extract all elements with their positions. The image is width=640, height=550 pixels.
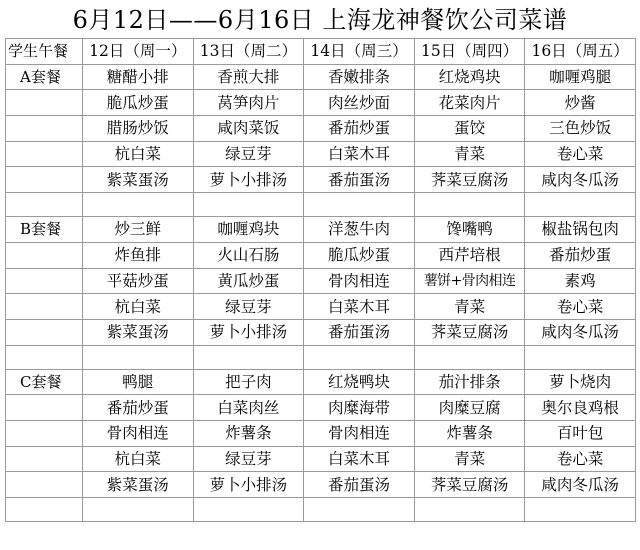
table-row bbox=[6, 369, 636, 395]
dish-cell: 肉丝炒面 bbox=[304, 90, 415, 116]
dish-cell: 把子肉 bbox=[193, 369, 304, 395]
dish-cell: 素鸡 bbox=[525, 268, 636, 294]
dish-cell: 炒三鲜 bbox=[83, 217, 194, 243]
table-row bbox=[6, 242, 636, 268]
dish-cell: 莴笋肉片 bbox=[193, 90, 304, 116]
dish-cell: 骨肉相连 bbox=[304, 420, 415, 446]
dish-cell: 萝卜小排汤 bbox=[193, 319, 304, 345]
dish-cell: 炒酱 bbox=[525, 90, 636, 116]
empty-cell bbox=[304, 193, 415, 217]
header-cell-lunch: 学生午餐 bbox=[6, 39, 83, 65]
table-row bbox=[6, 217, 636, 243]
dish-cell: 紫菜蛋汤 bbox=[83, 319, 194, 345]
empty-cell bbox=[414, 498, 525, 522]
dish-cell: 肉糜海带 bbox=[304, 395, 415, 421]
dish-cell: 青菜 bbox=[414, 446, 525, 472]
dish-cell: 萝卜烧肉 bbox=[525, 369, 636, 395]
header-cell-fri: 16日（周五） bbox=[525, 39, 636, 65]
dish-cell: 绿豆芽 bbox=[193, 294, 304, 320]
dish-cell: 脆瓜炒蛋 bbox=[304, 242, 415, 268]
dish-cell: 百叶包 bbox=[525, 420, 636, 446]
set-name: B套餐 bbox=[6, 217, 83, 243]
dish-cell: 青菜 bbox=[414, 141, 525, 167]
dish-cell: 荠菜豆腐汤 bbox=[414, 472, 525, 498]
dish-cell: 番茄炒蛋 bbox=[525, 242, 636, 268]
empty-cell bbox=[83, 193, 194, 217]
dish-cell: 卷心菜 bbox=[525, 141, 636, 167]
empty-cell bbox=[6, 268, 83, 294]
empty-cell bbox=[6, 167, 83, 193]
dish-cell: 荠菜豆腐汤 bbox=[414, 167, 525, 193]
dish-cell: 白菜肉丝 bbox=[193, 395, 304, 421]
dish-cell: 肉糜豆腐 bbox=[414, 395, 525, 421]
dish-cell: 西芹培根 bbox=[414, 242, 525, 268]
dish-cell: 番茄炒蛋 bbox=[83, 395, 194, 421]
dish-cell: 香煎大排 bbox=[193, 64, 304, 90]
dish-cell: 红烧鸭块 bbox=[304, 369, 415, 395]
empty-cell bbox=[304, 498, 415, 522]
dish-cell: 奥尔良鸡根 bbox=[525, 395, 636, 421]
header-cell-mon: 12日（周一） bbox=[83, 39, 194, 65]
dish-cell: 咖喱鸡块 bbox=[193, 217, 304, 243]
dish-cell: 骨肉相连 bbox=[83, 420, 194, 446]
dish-cell: 炸薯条 bbox=[193, 420, 304, 446]
empty-cell bbox=[6, 319, 83, 345]
empty-cell bbox=[6, 141, 83, 167]
header-cell-tue: 13日（周二） bbox=[193, 39, 304, 65]
empty-cell bbox=[193, 193, 304, 217]
empty-cell bbox=[6, 420, 83, 446]
dish-cell: 蛋饺 bbox=[414, 116, 525, 142]
dish-cell: 番茄蛋汤 bbox=[304, 472, 415, 498]
empty-cell bbox=[193, 345, 304, 369]
empty-cell bbox=[193, 498, 304, 522]
empty-cell bbox=[6, 395, 83, 421]
dish-cell: 杭白菜 bbox=[83, 446, 194, 472]
dish-cell: 青菜 bbox=[414, 294, 525, 320]
dish-cell: 绿豆芽 bbox=[193, 446, 304, 472]
dish-cell: 白菜木耳 bbox=[304, 294, 415, 320]
header-cell-thu: 15日（周四） bbox=[414, 39, 525, 65]
dish-cell: 杭白菜 bbox=[83, 141, 194, 167]
empty-cell bbox=[6, 345, 83, 369]
separator-row bbox=[6, 345, 636, 369]
table-row bbox=[6, 64, 636, 90]
empty-cell bbox=[6, 116, 83, 142]
dish-cell: 番茄蛋汤 bbox=[304, 319, 415, 345]
dish-cell: 咸肉冬瓜汤 bbox=[525, 472, 636, 498]
dish-cell: 炸鱼排 bbox=[83, 242, 194, 268]
empty-cell bbox=[525, 345, 636, 369]
dish-cell: 紫菜蛋汤 bbox=[83, 167, 194, 193]
dish-cell: 卷心菜 bbox=[525, 294, 636, 320]
dish-cell: 黄瓜炒蛋 bbox=[193, 268, 304, 294]
table-row bbox=[6, 446, 636, 472]
empty-cell bbox=[414, 345, 525, 369]
dish-cell: 火山石肠 bbox=[193, 242, 304, 268]
dish-cell: 馋嘴鸭 bbox=[414, 217, 525, 243]
table-row bbox=[6, 319, 636, 345]
menu-body bbox=[6, 64, 636, 521]
dish-cell: 红烧鸡块 bbox=[414, 64, 525, 90]
empty-cell bbox=[525, 193, 636, 217]
page-title: 6月12日——6月16日 上海龙神餐饮公司菜谱 bbox=[72, 6, 568, 34]
table-row bbox=[6, 90, 636, 116]
menu-table bbox=[5, 38, 636, 522]
dish-cell: 杭白菜 bbox=[83, 294, 194, 320]
dish-cell: 骨肉相连 bbox=[304, 268, 415, 294]
empty-cell bbox=[6, 472, 83, 498]
empty-cell bbox=[83, 345, 194, 369]
dish-cell: 白菜木耳 bbox=[304, 446, 415, 472]
empty-cell bbox=[304, 345, 415, 369]
dish-cell: 花菜肉片 bbox=[414, 90, 525, 116]
empty-cell bbox=[6, 193, 83, 217]
dish-cell: 椒盐锅包肉 bbox=[525, 217, 636, 243]
empty-cell bbox=[6, 498, 83, 522]
dish-cell: 白菜木耳 bbox=[304, 141, 415, 167]
dish-cell: 萝卜小排汤 bbox=[193, 167, 304, 193]
dish-cell: 三色炒饭 bbox=[525, 116, 636, 142]
dish-cell: 咸肉菜饭 bbox=[193, 116, 304, 142]
dish-cell: 平菇炒蛋 bbox=[83, 268, 194, 294]
separator-row bbox=[6, 193, 636, 217]
dish-cell: 茄汁排条 bbox=[414, 369, 525, 395]
dish-cell: 糖醋小排 bbox=[83, 64, 194, 90]
header-cell-wed: 14日（周三） bbox=[304, 39, 415, 65]
table-row bbox=[6, 472, 636, 498]
empty-cell bbox=[414, 193, 525, 217]
header-row bbox=[6, 39, 636, 65]
table-row bbox=[6, 116, 636, 142]
empty-cell bbox=[6, 294, 83, 320]
dish-cell: 番茄炒蛋 bbox=[304, 116, 415, 142]
dish-cell: 绿豆芽 bbox=[193, 141, 304, 167]
empty-cell bbox=[6, 446, 83, 472]
dish-cell: 炸薯条 bbox=[414, 420, 525, 446]
table-row bbox=[6, 420, 636, 446]
dish-cell: 咸肉冬瓜汤 bbox=[525, 319, 636, 345]
set-name: C套餐 bbox=[6, 369, 83, 395]
dish-cell: 咸肉冬瓜汤 bbox=[525, 167, 636, 193]
dish-cell: 紫菜蛋汤 bbox=[83, 472, 194, 498]
dish-cell: 咖喱鸡腿 bbox=[525, 64, 636, 90]
table-row bbox=[6, 294, 636, 320]
empty-cell bbox=[83, 498, 194, 522]
empty-cell bbox=[6, 90, 83, 116]
dish-cell: 洋葱牛肉 bbox=[304, 217, 415, 243]
table-row bbox=[6, 141, 636, 167]
separator-row bbox=[6, 498, 636, 522]
table-row bbox=[6, 268, 636, 294]
empty-cell bbox=[6, 242, 83, 268]
dish-cell: 萝卜小排汤 bbox=[193, 472, 304, 498]
dish-cell: 薯饼+骨肉相连 bbox=[414, 268, 525, 294]
dish-cell: 番茄蛋汤 bbox=[304, 167, 415, 193]
dish-cell: 荠菜豆腐汤 bbox=[414, 319, 525, 345]
dish-cell: 腊肠炒饭 bbox=[83, 116, 194, 142]
dish-cell: 脆瓜炒蛋 bbox=[83, 90, 194, 116]
dish-cell: 香嫩排条 bbox=[304, 64, 415, 90]
dish-cell: 鸭腿 bbox=[83, 369, 194, 395]
dish-cell: 卷心菜 bbox=[525, 446, 636, 472]
table-row bbox=[6, 395, 636, 421]
set-name: A套餐 bbox=[6, 64, 83, 90]
table-row bbox=[6, 167, 636, 193]
empty-cell bbox=[525, 498, 636, 522]
